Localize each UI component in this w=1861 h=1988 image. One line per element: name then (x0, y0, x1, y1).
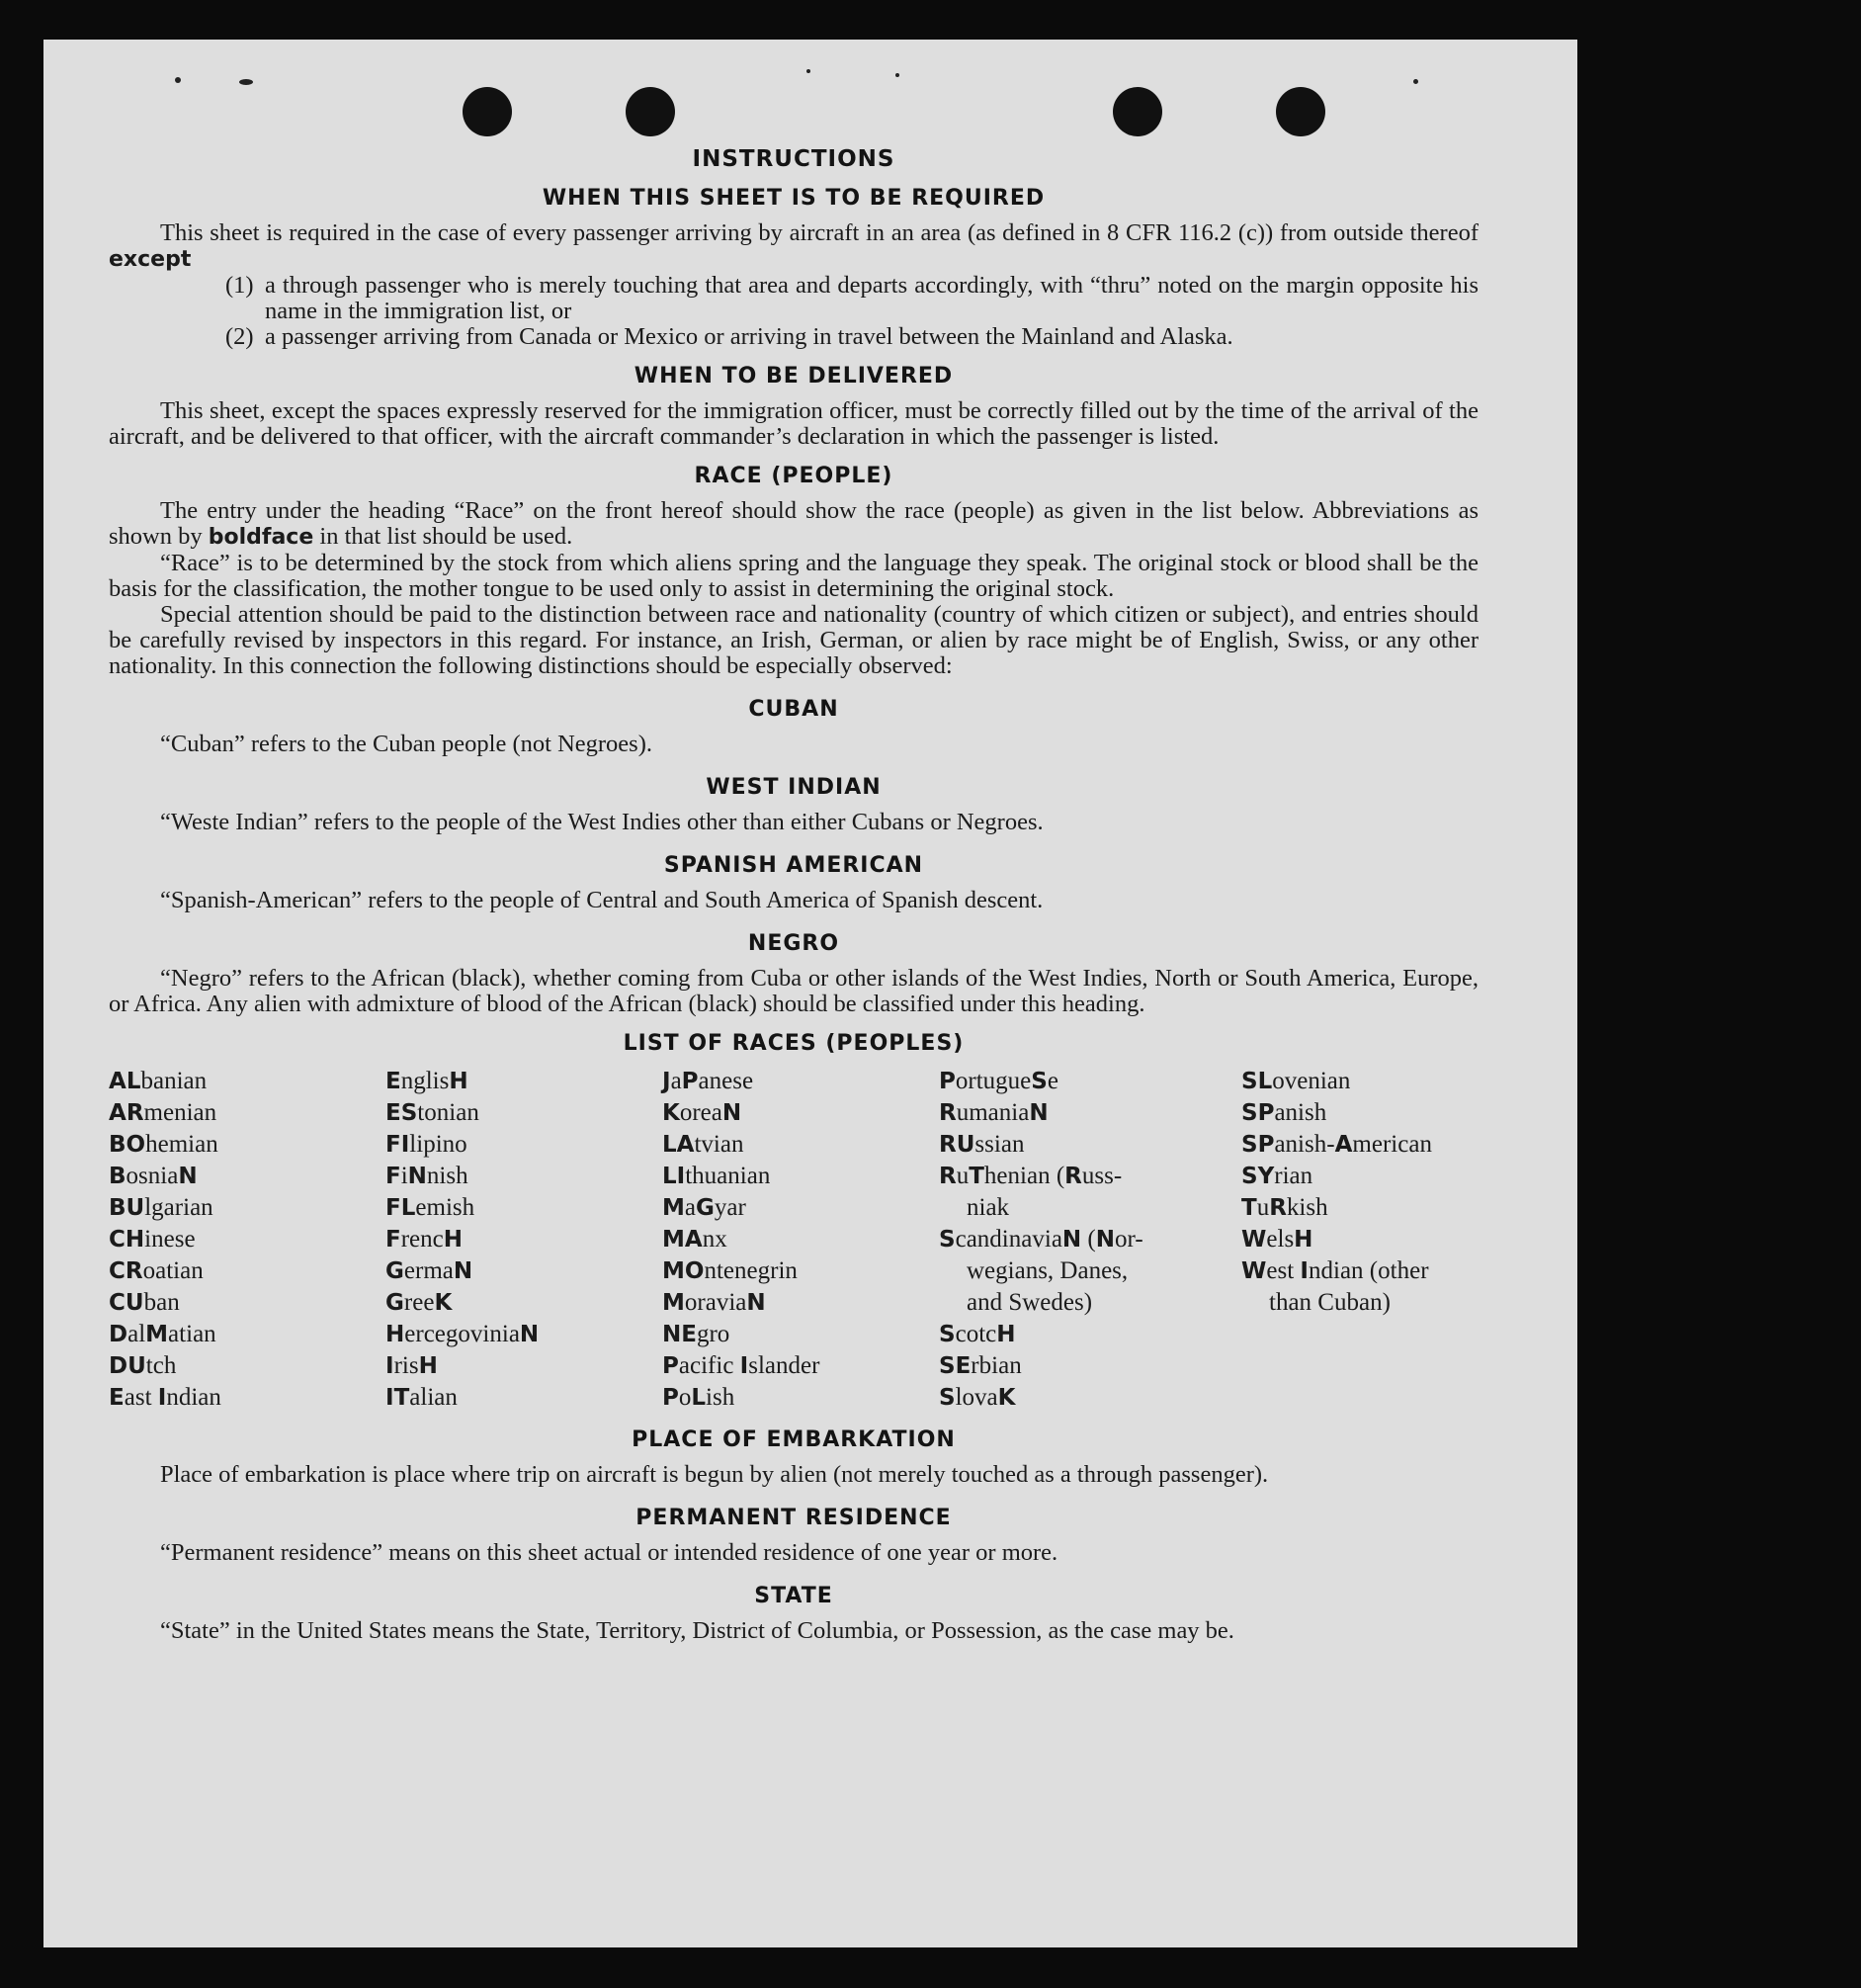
race-entry: ScotcH (939, 1321, 1016, 1347)
section-heading-embarkation: PLACE OF EMBARKATION (632, 1427, 956, 1452)
punch-hole (1113, 87, 1162, 136)
race-entry: MaGyar (662, 1194, 746, 1221)
race-entry: BUlgarian (109, 1194, 213, 1221)
punch-hole (1276, 87, 1325, 136)
race-entry: SYrian (1241, 1163, 1313, 1189)
speck (239, 79, 253, 85)
race-paragraph-text: The entry under the heading “Race” on the front hereof should show the race (people) as given in the list below. Abbreviations as shown by (109, 497, 1479, 550)
section-heading-spanish-american: SPANISH AMERICAN (663, 853, 924, 878)
race-entry: RUssian (939, 1131, 1025, 1158)
race-entry: CHinese (109, 1226, 196, 1253)
race-entry: WelsH (1241, 1226, 1313, 1253)
race-entry: TuRkish (1241, 1194, 1328, 1221)
section-heading-negro: NEGRO (747, 931, 840, 956)
race-entry: PoLish (662, 1384, 735, 1411)
race-entry: FiNnish (385, 1163, 468, 1189)
race-entry: SErbian (939, 1352, 1022, 1379)
race-entry: IrisH (385, 1352, 438, 1379)
race-entry: CRoatian (109, 1257, 204, 1284)
race-entry: SlovaK (939, 1384, 1016, 1411)
race-entry: than Cuban) (1269, 1289, 1391, 1316)
exception-item (225, 324, 1479, 350)
race-entry: BosniaN (109, 1163, 198, 1189)
exception-number: (1) (225, 272, 254, 299)
race-entry: DUtch (109, 1352, 177, 1379)
instructions-content (109, 146, 1479, 1644)
race-entry: wegians, Danes, (967, 1257, 1129, 1284)
spanish-american-text: “Spanish-American” refers to the people of Central and South America of Spanish descent. (160, 887, 1044, 913)
exception-number: (2) (225, 323, 254, 350)
exception-item (225, 273, 1479, 324)
race-entry: FIlipino (385, 1131, 467, 1158)
race-entry: FrencH (385, 1226, 464, 1253)
punch-hole (463, 87, 512, 136)
race-entry: GreeK (385, 1289, 453, 1316)
except-word: except (109, 247, 192, 272)
negro-text: “Negro” refers to the African (black), whether coming from Cuba or other islands of the West Indies, North or South America, Europe, or Africa. Any alien with admixture of blood of the African (black) should be classified under this heading. (109, 965, 1479, 1017)
cuban-text: “Cuban” refers to the Cuban people (not Negroes). (160, 731, 652, 757)
speck (175, 77, 181, 83)
race-entry: MAnx (662, 1226, 727, 1253)
race-list-column (385, 1066, 662, 1414)
race-paragraph-text: in that list should be used. (319, 523, 573, 550)
race-entry: NEgro (662, 1321, 730, 1347)
race-entry: ITalian (385, 1384, 458, 1411)
race-entry: DalMatian (109, 1321, 216, 1347)
page-title: INSTRUCTIONS (692, 146, 895, 172)
boldface-word: boldface (208, 525, 314, 550)
residence-text: “Permanent residence” means on this sheet actual or intended residence of one year or more. (160, 1539, 1058, 1566)
race-list-column (109, 1066, 385, 1414)
race-entry: JaPanese (662, 1068, 754, 1094)
punch-hole (626, 87, 675, 136)
race-entry: CUban (109, 1289, 180, 1316)
section-heading-cuban: CUBAN (748, 697, 839, 722)
race-entry: SPanish-American (1241, 1131, 1432, 1158)
race-list-column (662, 1066, 939, 1414)
race-list-column (1241, 1066, 1479, 1414)
race-entry: FLemish (385, 1194, 475, 1221)
race-entry: HercegoviniaN (385, 1321, 540, 1347)
race-paragraph: “Race” is to be determined by the stock from which aliens spring and the language they speak. The original stock or blood shall be the basis for the classification, the mother tongue to be used only to assist in determining the original stock. (109, 550, 1479, 602)
race-entry: SPanish (1241, 1099, 1327, 1126)
west-indian-text: “Weste Indian” refers to the people of the West Indies other than either Cubans or Negroes. (160, 809, 1044, 835)
race-entry: niak (967, 1194, 1010, 1221)
race-entry: PortugueSe (939, 1068, 1058, 1094)
required-exceptions-list (225, 273, 1479, 350)
speck (806, 69, 810, 73)
race-entry: East Indian (109, 1384, 221, 1411)
race-entry: ALbanian (109, 1068, 208, 1094)
state-text: “State” in the United States means the State, Territory, District of Columbia, or Possession, as the case may be. (160, 1617, 1234, 1644)
speck (1413, 79, 1418, 84)
race-list-column (939, 1066, 1241, 1414)
race-entry: ARmenian (109, 1099, 217, 1126)
race-entry: GermaN (385, 1257, 473, 1284)
race-entry: EnglisH (385, 1068, 468, 1094)
race-entry: RumaniaN (939, 1099, 1049, 1126)
required-intro-text: This sheet is required in the case of every passenger arriving by aircraft in an area (as defined in 8 CFR 116.2 (c)) from outside thereof (160, 219, 1479, 246)
embarkation-text: Place of embarkation is place where trip on aircraft is begun by alien (not merely touched as a through passenger). (160, 1461, 1269, 1488)
race-entry: MOntenegrin (662, 1257, 798, 1284)
race-entry: West Indian (other (1241, 1257, 1429, 1284)
race-entry: KoreaN (662, 1099, 742, 1126)
race-entry: SLovenian (1241, 1068, 1351, 1094)
exception-text: a through passenger who is merely touching that area and departs accordingly, with “thru” noted on the margin opposite his name in the immigration list, or (265, 272, 1479, 324)
exception-text: a passenger arriving from Canada or Mexico or arriving in travel between the Mainland and Alaska. (265, 323, 1233, 350)
delivered-text: This sheet, except the spaces expressly reserved for the immigration officer, must be correctly filled out by the time of the arrival of the aircraft, and be delivered to that officer, with the aircraft commander’s declaration in which the passenger is listed. (109, 397, 1479, 450)
race-entry: RuThenian (Russ- (939, 1163, 1123, 1189)
race-entry: LAtvian (662, 1131, 744, 1158)
section-heading-residence: PERMANENT RESIDENCE (635, 1506, 952, 1530)
race-entry: ScandinaviaN (Nor- (939, 1226, 1143, 1253)
required-intro (109, 220, 1479, 273)
section-heading-state: STATE (754, 1584, 833, 1608)
race-paragraph: Special attention should be paid to the distinction between race and nationality (country of which citizen or subject), and entries should be carefully revised by inspectors in this regard. For instance, an Irish, German, or alien by race might be of English, Swiss, or any other nationality. In this connection the following distinctions should be especially observed: (109, 601, 1479, 679)
section-heading-delivered: WHEN TO BE DELIVERED (634, 364, 954, 389)
race-entry: MoraviaN (662, 1289, 766, 1316)
section-heading-race: RACE (PEOPLE) (694, 464, 893, 488)
section-heading-race-list: LIST OF RACES (PEOPLES) (623, 1031, 965, 1056)
race-list (109, 1066, 1479, 1414)
race-entry: EStonian (385, 1099, 479, 1126)
section-heading-required: WHEN THIS SHEET IS TO BE REQUIRED (542, 186, 1046, 211)
race-entry: Pacific Islander (662, 1352, 820, 1379)
race-entry: BOhemian (109, 1131, 218, 1158)
race-entry: LIthuanian (662, 1163, 771, 1189)
speck (895, 73, 899, 77)
section-heading-west-indian: WEST INDIAN (706, 775, 882, 800)
race-entry: and Swedes) (967, 1289, 1093, 1316)
race-paragraph (109, 498, 1479, 551)
document-page (43, 40, 1577, 1947)
